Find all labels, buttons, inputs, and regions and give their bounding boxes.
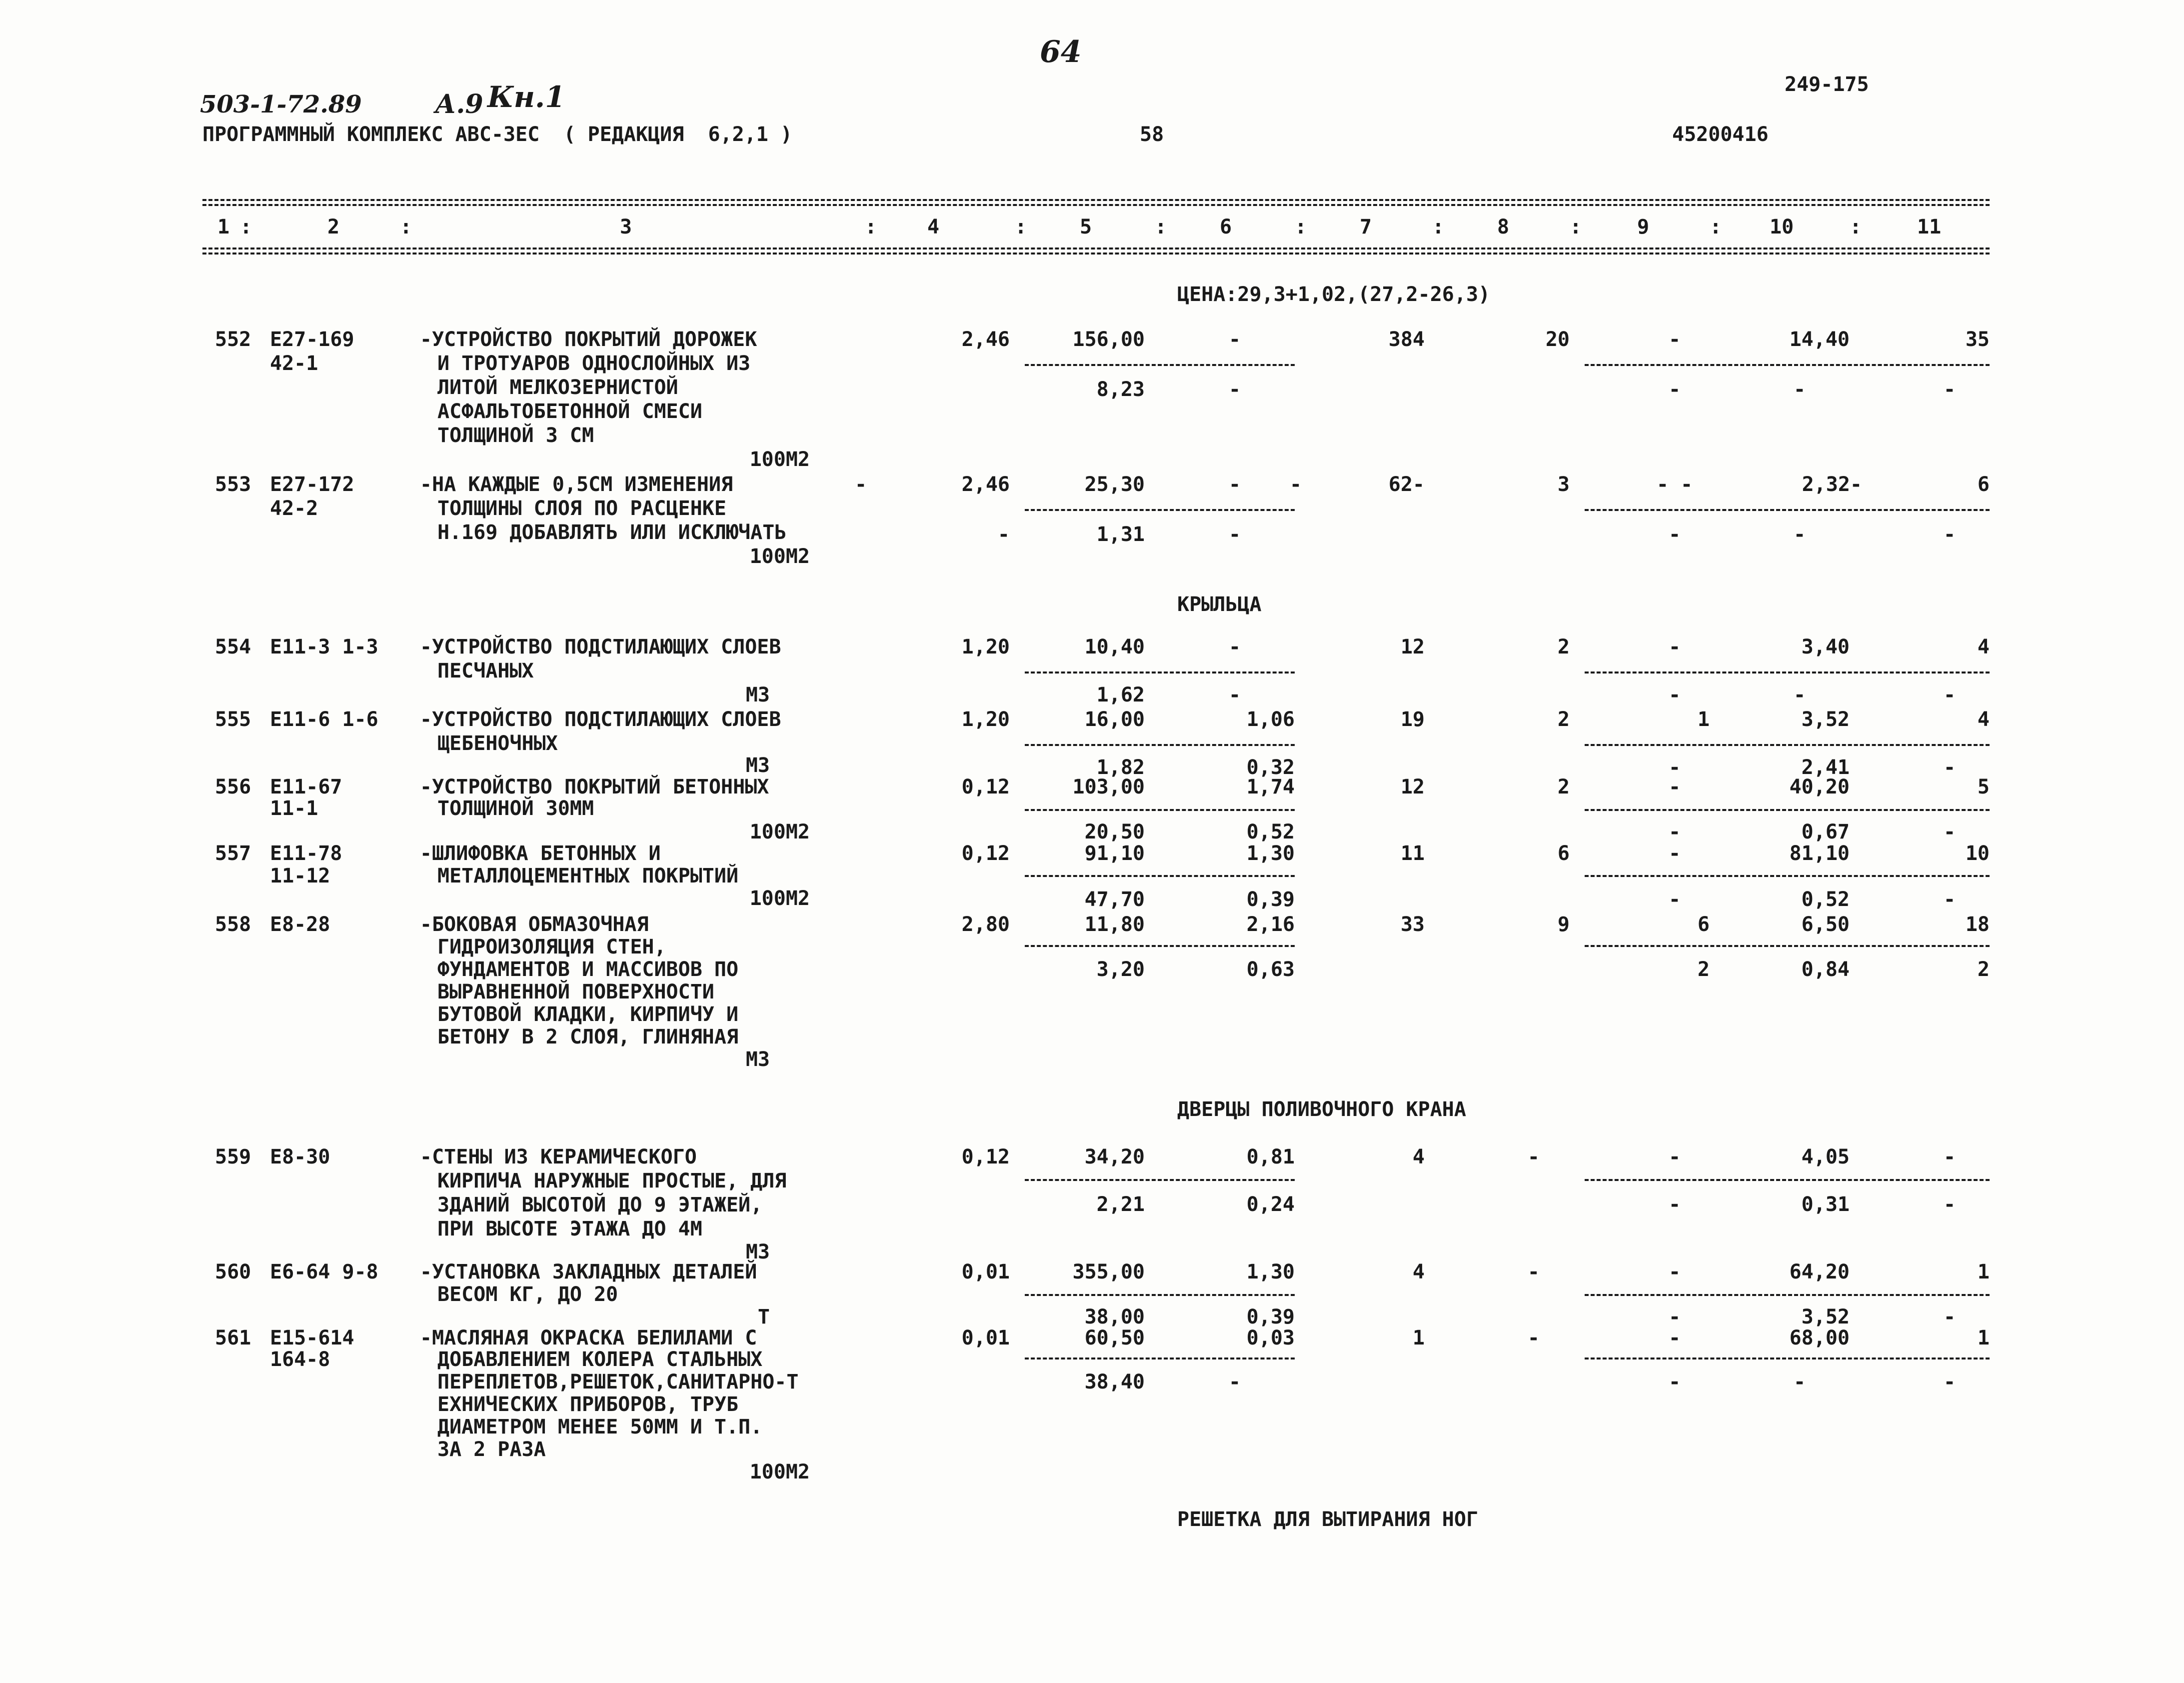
cell-s9: - <box>1668 523 1681 546</box>
row-desc-line: АСФАЛЬТОБЕТОННОЙ СМЕСИ <box>437 400 702 423</box>
book-handwritten: Кн.1 <box>487 80 565 114</box>
cell-c5: 91,10 <box>1084 842 1145 865</box>
cell-c7: 12 <box>1400 636 1425 658</box>
cell-s10: 2,41 <box>1801 756 1850 779</box>
row-unit: 100М2 <box>749 448 810 471</box>
row-code-2: 11-1 <box>270 797 318 820</box>
cell-c10: 68,00 <box>1789 1326 1850 1350</box>
cell-c6: - <box>1228 636 1241 658</box>
cell-s11: - <box>1943 820 1956 844</box>
page-number-handwritten: 64 <box>1040 34 1082 70</box>
cell-c9: - <box>1668 842 1681 865</box>
col-sep: : <box>1155 216 1167 238</box>
cell-c4: 0,01 <box>961 1326 1010 1350</box>
cell-c10: 3,52 <box>1801 708 1850 731</box>
header-rule-bottom <box>202 248 1990 250</box>
cell-s5: 20,50 <box>1084 820 1145 844</box>
cell-s5: 47,70 <box>1084 888 1145 911</box>
col-sep: : <box>1850 216 1862 238</box>
row-number: 555 <box>215 708 251 731</box>
cell-c8: - <box>1527 1326 1540 1350</box>
cell-s6: 0,52 <box>1246 820 1295 844</box>
cell-s6: - <box>1228 378 1241 401</box>
cell-c9: 1 <box>1697 708 1710 731</box>
cell-c5: 156,00 <box>1072 328 1145 351</box>
header-rule-bottom-2 <box>202 252 1990 254</box>
cell-s5: 1,31 <box>1096 523 1145 546</box>
section-porch: КРЫЛЬЦА <box>1177 593 1262 616</box>
cell-c9: 6 <box>1697 913 1710 936</box>
row-desc-line: ЛИТОЙ МЕЛКОЗЕРНИСТОЙ <box>437 376 678 399</box>
row-unit: 100М2 <box>749 820 810 844</box>
cell-s9: - <box>1668 1370 1681 1394</box>
cell-divider <box>1025 1179 1295 1181</box>
row-number: 557 <box>215 842 251 865</box>
cell-c4: 1,20 <box>961 708 1010 731</box>
col-header-1: 1 <box>217 216 230 238</box>
row-number: 552 <box>215 328 251 351</box>
cell-divider <box>1585 1358 1990 1360</box>
row-desc-line: ЕХНИЧЕСКИХ ПРИБОРОВ, ТРУБ <box>437 1393 739 1416</box>
col-sep: : <box>1710 216 1722 238</box>
cell-divider <box>1585 1179 1990 1181</box>
cell-c8: 2 <box>1557 636 1570 658</box>
cell-c8: 9 <box>1557 913 1570 936</box>
row-number: 561 <box>215 1326 251 1350</box>
cell-c9: - <box>1668 1146 1681 1168</box>
cell-s6: - <box>1228 1370 1241 1394</box>
cell-s10: - <box>1793 684 1806 706</box>
cell-s9: 2 <box>1697 958 1710 981</box>
cell-divider <box>1025 509 1295 511</box>
row-code: Е11-3 1-3 <box>270 636 378 658</box>
cell-divider <box>1585 672 1990 674</box>
cell-c6: 1,30 <box>1246 1260 1295 1284</box>
row-desc-line: КИРПИЧА НАРУЖНЫЕ ПРОСТЫЕ, ДЛЯ <box>437 1170 787 1192</box>
cell-c6: 1,06 <box>1246 708 1295 731</box>
cell-s5: 1,82 <box>1096 756 1145 779</box>
col-sep: : <box>1432 216 1445 238</box>
row-desc-line: ЗДАНИЙ ВЫСОТОЙ ДО 9 ЭТАЖЕЙ, <box>437 1194 763 1216</box>
cell-c5: 34,20 <box>1084 1146 1145 1168</box>
row-code-2: 42-1 <box>270 352 318 375</box>
header-rule-top-2 <box>202 204 1990 206</box>
cell-c6: - <box>1228 473 1241 496</box>
row-unit: 100М2 <box>749 545 810 568</box>
cell-c10: 81,10 <box>1789 842 1850 865</box>
col-header-3: 3 <box>620 216 632 238</box>
cell-s10: 3,52 <box>1801 1306 1850 1328</box>
row-desc-line: -УСТАНОВКА ЗАКЛАДНЫХ ДЕТАЛЕЙ <box>420 1260 757 1284</box>
row-desc-line: -УСТРОЙСТВО ПОДСТИЛАЮЩИХ СЛОЕВ <box>420 708 781 731</box>
cell-divider <box>1585 744 1990 746</box>
col-sep: : <box>865 216 877 238</box>
sheet-code: 249-175 <box>1785 73 1869 96</box>
cell-c6: 0,03 <box>1246 1326 1295 1350</box>
row-code: Е8-30 <box>270 1146 330 1168</box>
cell-s11: 2 <box>1977 958 1990 981</box>
row-unit: Т <box>757 1306 770 1328</box>
cell-c10: 4,05 <box>1801 1146 1850 1168</box>
cell-divider <box>1585 364 1990 366</box>
cell-divider <box>1025 875 1295 877</box>
cell-c10: 14,40 <box>1789 328 1850 351</box>
row-desc-line: ТОЛЩИНОЙ 3 СМ <box>437 424 594 447</box>
cell-c6: 1,30 <box>1246 842 1295 865</box>
row-unit: М3 <box>745 684 770 706</box>
row-unit: 100М2 <box>749 887 810 910</box>
row-desc-line: ДОБАВЛЕНИЕМ КОЛЕРА СТАЛЬНЫХ <box>437 1348 763 1371</box>
cell-c9: - <box>1668 328 1681 351</box>
row-desc-line: ДИАМЕТРОМ МЕНЕЕ 50ММ И Т.П. <box>437 1416 763 1438</box>
cell-s10: 0,31 <box>1801 1193 1850 1216</box>
row-code: Е11-67 <box>270 776 342 798</box>
row-desc-line: ВЕСОМ КГ, ДО 20 <box>437 1283 618 1306</box>
section-grate: РЕШЕТКА ДЛЯ ВЫТИРАНИЯ НОГ <box>1177 1508 1479 1531</box>
cell-c8: - <box>1527 1260 1540 1284</box>
cell-c11: 35 <box>1965 328 1990 351</box>
cell-c6: 1,74 <box>1246 776 1295 798</box>
doc-code-handwritten: 503-1-72.89 <box>200 90 362 118</box>
cell-s11: - <box>1943 1193 1956 1216</box>
cell-c8: 6 <box>1557 842 1570 865</box>
cell-c9: - <box>1668 636 1681 658</box>
row-dash-mark: - <box>1290 473 1302 496</box>
cell-s6: 0,63 <box>1246 958 1295 981</box>
cell-c5: 103,00 <box>1072 776 1145 798</box>
row-desc-line: -УСТРОЙСТВО ПОКРЫТИЙ БЕТОННЫХ <box>420 776 769 798</box>
cell-c7: 11 <box>1400 842 1425 865</box>
cell-c4: 0,12 <box>961 776 1010 798</box>
cell-s11: - <box>1943 523 1956 546</box>
row-unit: М3 <box>745 1240 770 1264</box>
cell-s11: - <box>1943 1306 1956 1328</box>
cell-s6: 0,24 <box>1246 1193 1295 1216</box>
row-number: 556 <box>215 776 251 798</box>
cell-s10: - <box>1793 1370 1806 1394</box>
cell-s9: - <box>1668 1193 1681 1216</box>
row-desc-line: ТОЛЩИНЫ СЛОЯ ПО РАСЦЕНКЕ <box>437 497 726 520</box>
row-unit: М3 <box>745 754 770 777</box>
row-desc-line: -УСТРОЙСТВО ПОДСТИЛАЮЩИХ СЛОЕВ <box>420 636 781 658</box>
cell-s9: - <box>1668 684 1681 706</box>
row-desc-line: ЗА 2 РАЗА <box>437 1438 546 1461</box>
cell-c5: 11,80 <box>1084 913 1145 936</box>
cell-s6: 0,39 <box>1246 1306 1295 1328</box>
cell-c10: 6,50 <box>1801 913 1850 936</box>
cell-s6: 0,32 <box>1246 756 1295 779</box>
cell-s11: - <box>1943 1370 1956 1394</box>
row-number: 558 <box>215 913 251 936</box>
row-desc-line: Н.169 ДОБАВЛЯТЬ ИЛИ ИСКЛЮЧАТЬ <box>437 521 787 544</box>
cell-s10: 0,52 <box>1801 888 1850 911</box>
row-desc-line: -НА КАЖДЫЕ 0,5СМ ИЗМЕНЕНИЯ <box>420 473 733 496</box>
cell-c7: 19 <box>1400 708 1425 731</box>
program-line: ПРОГРАММНЫЙ КОМПЛЕКС АВС-3ЕС ( РЕДАКЦИЯ 6,2,1 ) <box>202 123 793 146</box>
cell-c6: - <box>1228 328 1241 351</box>
row-code-2: 42-2 <box>270 497 318 520</box>
cell-divider <box>1025 1358 1295 1360</box>
cell-divider <box>1585 809 1990 811</box>
cell-c8: 3 <box>1557 473 1570 496</box>
cell-s11: - <box>1943 684 1956 706</box>
cell-c10: 2,32- <box>1802 473 1862 496</box>
row-number: 559 <box>215 1146 251 1168</box>
row-desc-line: ПРИ ВЫСОТЕ ЭТАЖА ДО 4М <box>437 1218 702 1240</box>
cell-divider <box>1025 672 1295 674</box>
cell-c10: 64,20 <box>1789 1260 1850 1284</box>
row-desc-line: -БОКОВАЯ ОБМАЗОЧНАЯ <box>420 913 649 936</box>
cell-c7: 4 <box>1412 1260 1425 1284</box>
row-desc-line: И ТРОТУАРОВ ОДНОСЛОЙНЫХ ИЗ <box>437 352 751 375</box>
cell-c11: 1 <box>1977 1326 1990 1350</box>
cell-c8: - <box>1527 1146 1540 1168</box>
section-price: ЦЕНА:29,3+1,02,(27,2-26,3) <box>1177 283 1491 306</box>
col-header-9: 9 <box>1637 216 1650 238</box>
col-sep: : <box>240 216 252 238</box>
cell-divider <box>1585 875 1990 877</box>
doc-id: 45200416 <box>1672 123 1769 146</box>
cell-s10: - <box>1793 378 1806 401</box>
album-handwritten: А.9 <box>435 89 483 120</box>
cell-c7: 62- <box>1388 473 1425 496</box>
cell-s9: - <box>1668 820 1681 844</box>
col-header-2: 2 <box>327 216 340 238</box>
row-desc-line: -МАСЛЯНАЯ ОКРАСКА БЕЛИЛАМИ С <box>420 1326 757 1350</box>
cell-c4: 0,01 <box>961 1260 1010 1284</box>
row-desc-line: -ШЛИФОВКА БЕТОННЫХ И <box>420 842 661 865</box>
cell-c5: 60,50 <box>1084 1326 1145 1350</box>
cell-c11: 10 <box>1965 842 1990 865</box>
row-desc-line: ВЫРАВНЕННОЙ ПОВЕРХНОСТИ <box>437 980 714 1004</box>
cell-c11: 4 <box>1977 636 1990 658</box>
row-dash-mark: - <box>855 473 867 496</box>
cell-s4: - <box>997 523 1010 546</box>
cell-c11: 4 <box>1977 708 1990 731</box>
cell-c8: 20 <box>1545 328 1570 351</box>
cell-s5: 8,23 <box>1096 378 1145 401</box>
cell-c9: - - <box>1656 473 1693 496</box>
cell-c5: 10,40 <box>1084 636 1145 658</box>
cell-s10: 0,84 <box>1801 958 1850 981</box>
cell-c11: 5 <box>1977 776 1990 798</box>
row-code-2: 164-8 <box>270 1348 330 1371</box>
col-header-7: 7 <box>1360 216 1372 238</box>
row-code: Е6-64 9-8 <box>270 1260 378 1284</box>
cell-c4: 2,46 <box>961 473 1010 496</box>
cell-s10: 0,67 <box>1801 820 1850 844</box>
row-number: 560 <box>215 1260 251 1284</box>
row-desc-line: БУТОВОЙ КЛАДКИ, КИРПИЧУ И <box>437 1003 739 1026</box>
row-unit: 100М2 <box>749 1460 810 1484</box>
cell-divider <box>1025 809 1295 811</box>
cell-divider <box>1585 1294 1990 1296</box>
cell-c9: - <box>1668 1326 1681 1350</box>
cell-c7: 33 <box>1400 913 1425 936</box>
cell-c4: 0,12 <box>961 842 1010 865</box>
cell-s9: - <box>1668 756 1681 779</box>
cell-c5: 16,00 <box>1084 708 1145 731</box>
cell-divider <box>1585 509 1990 511</box>
section-door: ДВЕРЦЫ ПОЛИВОЧНОГО КРАНА <box>1177 1098 1466 1121</box>
cell-c4: 2,80 <box>961 913 1010 936</box>
cell-c4: 2,46 <box>961 328 1010 351</box>
cell-c7: 384 <box>1388 328 1425 351</box>
row-desc-line: ФУНДАМЕНТОВ И МАССИВОВ ПО <box>437 958 739 981</box>
cell-c6: 0,81 <box>1246 1146 1295 1168</box>
cell-s9: - <box>1668 1306 1681 1328</box>
row-code: Е11-6 1-6 <box>270 708 378 731</box>
row-code: Е27-169 <box>270 328 354 351</box>
row-desc-line: МЕТАЛЛОЦЕМЕНТНЫХ ПОКРЫТИЙ <box>437 864 739 888</box>
cell-c11: 6 <box>1977 473 1990 496</box>
cell-c5: 25,30 <box>1084 473 1145 496</box>
row-code: Е8-28 <box>270 913 330 936</box>
col-header-4: 4 <box>927 216 940 238</box>
row-code-2: 11-12 <box>270 864 330 888</box>
header-rule-top <box>202 199 1990 201</box>
col-sep: : <box>1570 216 1582 238</box>
col-header-11: 11 <box>1917 216 1942 238</box>
col-header-8: 8 <box>1497 216 1510 238</box>
cell-c9: - <box>1668 1260 1681 1284</box>
row-desc-line: -СТЕНЫ ИЗ КЕРАМИЧЕСКОГО <box>420 1146 697 1168</box>
row-number: 553 <box>215 473 251 496</box>
cell-s9: - <box>1668 888 1681 911</box>
cell-s5: 2,21 <box>1096 1193 1145 1216</box>
row-number: 554 <box>215 636 251 658</box>
cell-divider <box>1585 945 1990 947</box>
cell-s11: - <box>1943 378 1956 401</box>
cell-c11: 1 <box>1977 1260 1990 1284</box>
col-header-10: 10 <box>1770 216 1794 238</box>
row-desc-line: -УСТРОЙСТВО ПОКРЫТИЙ ДОРОЖЕК <box>420 328 757 351</box>
cell-c4: 1,20 <box>961 636 1010 658</box>
cell-c11: - <box>1943 1146 1956 1168</box>
cell-s11: - <box>1943 888 1956 911</box>
cell-c11: 18 <box>1965 913 1990 936</box>
cell-c6: 2,16 <box>1246 913 1295 936</box>
cell-s6: - <box>1228 523 1241 546</box>
col-sep: : <box>400 216 412 238</box>
cell-c10: 3,40 <box>1801 636 1850 658</box>
row-desc-line: БЕТОНУ В 2 СЛОЯ, ГЛИНЯНАЯ <box>437 1026 739 1048</box>
row-unit: М3 <box>745 1048 770 1071</box>
page-num: 58 <box>1140 123 1164 146</box>
col-header-6: 6 <box>1220 216 1232 238</box>
cell-c7: 4 <box>1412 1146 1425 1168</box>
cell-s9: - <box>1668 378 1681 401</box>
cell-s10: - <box>1793 523 1806 546</box>
row-desc-line: ПЕСЧАНЫХ <box>437 660 534 682</box>
cell-divider <box>1025 744 1295 746</box>
row-code: Е11-78 <box>270 842 342 865</box>
cell-divider <box>1025 1294 1295 1296</box>
cell-divider <box>1025 364 1295 366</box>
row-desc-line: ТОЛЩИНОЙ 30ММ <box>437 797 594 820</box>
cell-s5: 3,20 <box>1096 958 1145 981</box>
cell-c10: 40,20 <box>1789 776 1850 798</box>
cell-c8: 2 <box>1557 708 1570 731</box>
cell-s11: - <box>1943 756 1956 779</box>
cell-c7: 12 <box>1400 776 1425 798</box>
col-sep: : <box>1295 216 1307 238</box>
col-sep: : <box>1015 216 1027 238</box>
cell-c5: 355,00 <box>1072 1260 1145 1284</box>
cell-s5: 38,40 <box>1084 1370 1145 1394</box>
cell-s5: 38,00 <box>1084 1306 1145 1328</box>
cell-s6: 0,39 <box>1246 888 1295 911</box>
row-code: Е15-614 <box>270 1326 354 1350</box>
row-desc-line: ГИДРОИЗОЛЯЦИЯ СТЕН, <box>437 936 666 958</box>
col-header-5: 5 <box>1080 216 1092 238</box>
cell-s6: - <box>1228 684 1241 706</box>
row-desc-line: ПЕРЕПЛЕТОВ,РЕШЕТОК,САНИТАРНО-Т <box>437 1370 799 1394</box>
cell-divider <box>1025 945 1295 947</box>
cell-c4: 0,12 <box>961 1146 1010 1168</box>
cell-c8: 2 <box>1557 776 1570 798</box>
cell-s5: 1,62 <box>1096 684 1145 706</box>
row-desc-line: ЩЕБЕНОЧНЫХ <box>437 732 558 755</box>
cell-c9: - <box>1668 776 1681 798</box>
row-code: Е27-172 <box>270 473 354 496</box>
cell-c7: 1 <box>1412 1326 1425 1350</box>
